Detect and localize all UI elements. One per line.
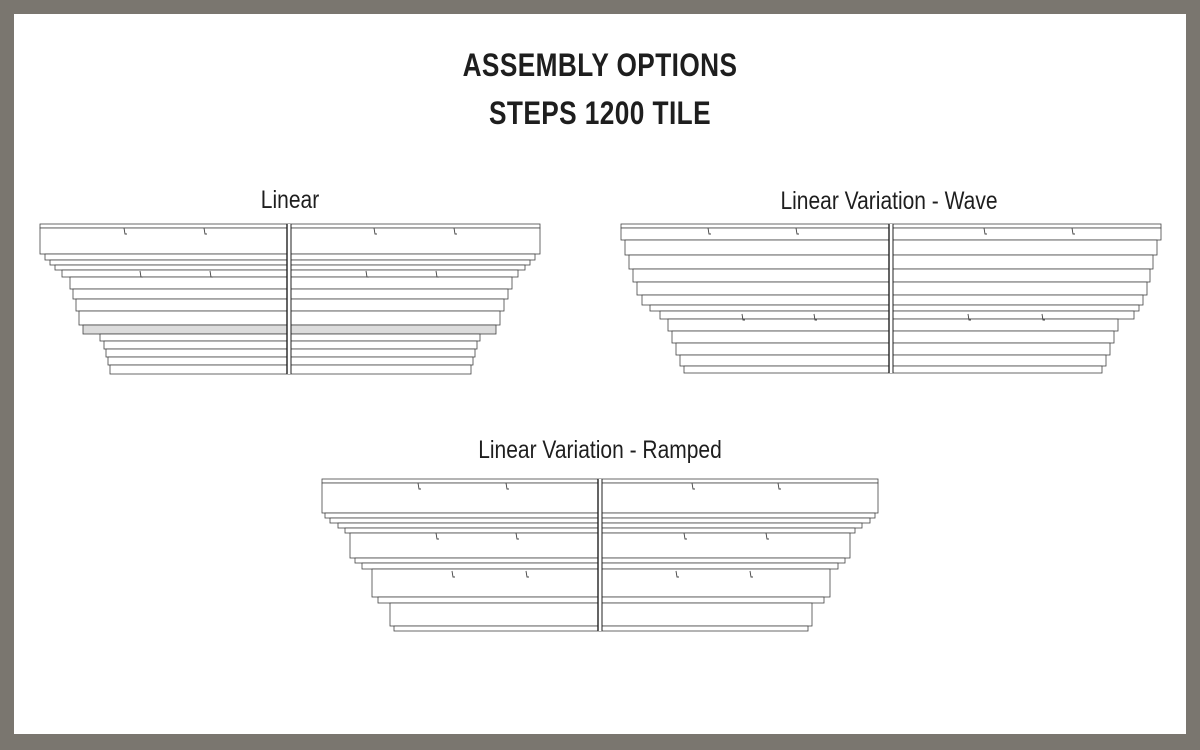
page-title-line-2: STEPS 1200 TILE (489, 95, 711, 131)
page-title-line-1: ASSEMBLY OPTIONS (462, 47, 738, 83)
tile-step (650, 305, 1139, 311)
assembly-ramped (322, 479, 878, 631)
label-linear: Linear (260, 186, 320, 214)
label-ramped: Linear Variation - Ramped (478, 436, 722, 464)
assembly-linear (40, 224, 540, 374)
tile-step (660, 311, 1134, 319)
assembly-wave (621, 224, 1161, 373)
label-wave: Linear Variation - Wave (780, 187, 998, 215)
